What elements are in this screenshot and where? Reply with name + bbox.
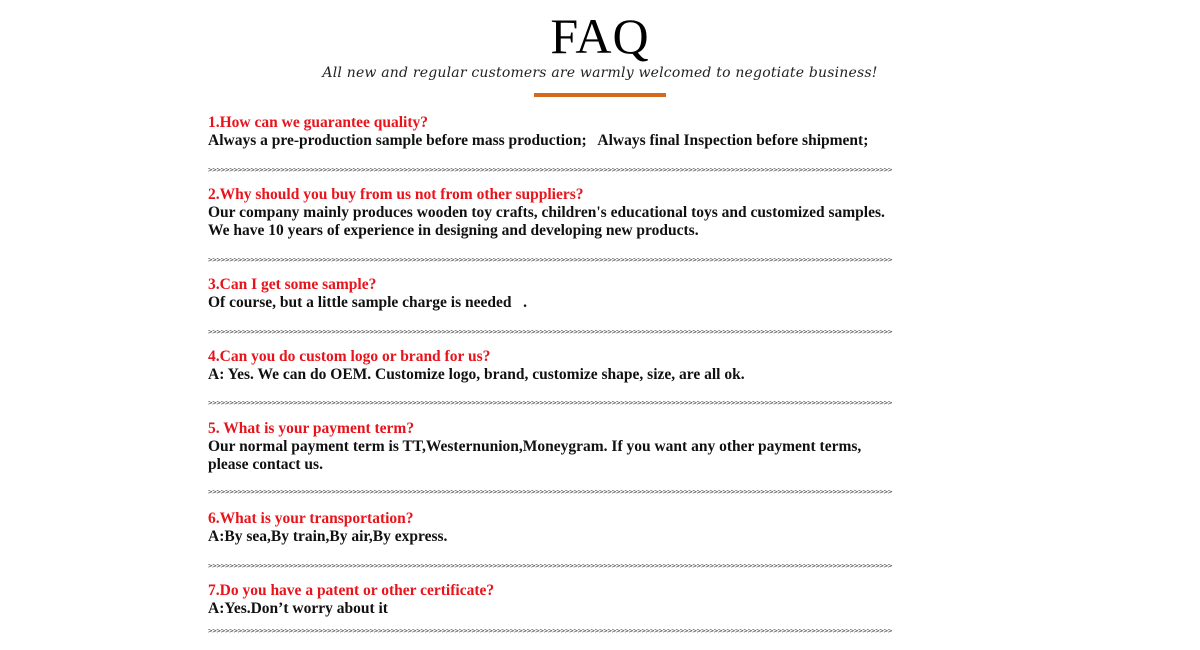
faq-separator: >>>>>>>>>>>>>>>>>>>>>>>>>>>>>>>>>>>>>>>>>>>>>>>>>>>>>>>>>>>>>>>>>>>>>>>>>>>>>>>>>>>>>>>>>>>>>>>>>>>>>>>>>>>>>>>>>>>>>>>>>>>>>>>>>>>>>>>>>>>>>>>>>>>>>>>>>>>>>>>>> <box>208 561 893 570</box>
page-subtitle: All new and regular customers are warmly welcomed to negotiate business! <box>322 65 878 81</box>
page-title: FAQ <box>550 8 650 64</box>
faq-item-6 <box>208 510 1008 546</box>
faq-answer-line: Our normal payment term is TT,Westernunion,Moneygram. If you want any other payment terms, <box>208 438 862 455</box>
faq-question: 4.Can you do custom logo or brand for us? <box>208 348 491 365</box>
faq-question: 3.Can I get some sample? <box>208 276 377 293</box>
faq-answer-line: A:Yes.Don’t worry about it <box>208 600 388 617</box>
faq-item-2 <box>208 186 1008 240</box>
faq-item-5 <box>208 420 1008 474</box>
faq-question: 2.Why should you buy from us not from other suppliers? <box>208 186 584 203</box>
title-underline <box>534 93 666 97</box>
faq-item-7 <box>208 582 1008 618</box>
faq-answer-line: please contact us. <box>208 456 323 473</box>
faq-answer-line: A:By sea,By train,By air,By express. <box>208 528 448 545</box>
faq-item-3 <box>208 276 1008 312</box>
faq-question: 5. What is your payment term? <box>208 420 415 437</box>
faq-separator: >>>>>>>>>>>>>>>>>>>>>>>>>>>>>>>>>>>>>>>>>>>>>>>>>>>>>>>>>>>>>>>>>>>>>>>>>>>>>>>>>>>>>>>>>>>>>>>>>>>>>>>>>>>>>>>>>>>>>>>>>>>>>>>>>>>>>>>>>>>>>>>>>>>>>>>>>>>>>>>>> <box>208 327 893 336</box>
faq-item-1 <box>208 114 1008 150</box>
faq-separator: >>>>>>>>>>>>>>>>>>>>>>>>>>>>>>>>>>>>>>>>>>>>>>>>>>>>>>>>>>>>>>>>>>>>>>>>>>>>>>>>>>>>>>>>>>>>>>>>>>>>>>>>>>>>>>>>>>>>>>>>>>>>>>>>>>>>>>>>>>>>>>>>>>>>>>>>>>>>>>>>> <box>208 626 893 635</box>
faq-question: 1.How can we guarantee quality? <box>208 114 429 131</box>
faq-question: 6.What is your transportation? <box>208 510 414 527</box>
faq-item-4 <box>208 348 1008 384</box>
faq-answer-line: Our company mainly produces wooden toy crafts, children's educational toys and customized samples. <box>208 204 885 221</box>
faq-question: 7.Do you have a patent or other certificate? <box>208 582 495 599</box>
faq-answer-line: A: Yes. We can do OEM. Customize logo, brand, customize shape, size, are all ok. <box>208 366 745 383</box>
faq-answer-line: Of course, but a little sample charge is needed . <box>208 294 528 311</box>
faq-answer-line: We have 10 years of experience in designing and developing new products. <box>208 222 699 239</box>
faq-separator: >>>>>>>>>>>>>>>>>>>>>>>>>>>>>>>>>>>>>>>>>>>>>>>>>>>>>>>>>>>>>>>>>>>>>>>>>>>>>>>>>>>>>>>>>>>>>>>>>>>>>>>>>>>>>>>>>>>>>>>>>>>>>>>>>>>>>>>>>>>>>>>>>>>>>>>>>>>>>>>>> <box>208 255 893 264</box>
faq-separator: >>>>>>>>>>>>>>>>>>>>>>>>>>>>>>>>>>>>>>>>>>>>>>>>>>>>>>>>>>>>>>>>>>>>>>>>>>>>>>>>>>>>>>>>>>>>>>>>>>>>>>>>>>>>>>>>>>>>>>>>>>>>>>>>>>>>>>>>>>>>>>>>>>>>>>>>>>>>>>>>> <box>208 165 893 174</box>
faq-answer-line: Always a pre-production sample before mass production; Always final Inspection before shipment; <box>208 132 869 149</box>
faq-separator: >>>>>>>>>>>>>>>>>>>>>>>>>>>>>>>>>>>>>>>>>>>>>>>>>>>>>>>>>>>>>>>>>>>>>>>>>>>>>>>>>>>>>>>>>>>>>>>>>>>>>>>>>>>>>>>>>>>>>>>>>>>>>>>>>>>>>>>>>>>>>>>>>>>>>>>>>>>>>>>>> <box>208 398 893 407</box>
faq-separator: >>>>>>>>>>>>>>>>>>>>>>>>>>>>>>>>>>>>>>>>>>>>>>>>>>>>>>>>>>>>>>>>>>>>>>>>>>>>>>>>>>>>>>>>>>>>>>>>>>>>>>>>>>>>>>>>>>>>>>>>>>>>>>>>>>>>>>>>>>>>>>>>>>>>>>>>>>>>>>>>> <box>208 487 893 496</box>
